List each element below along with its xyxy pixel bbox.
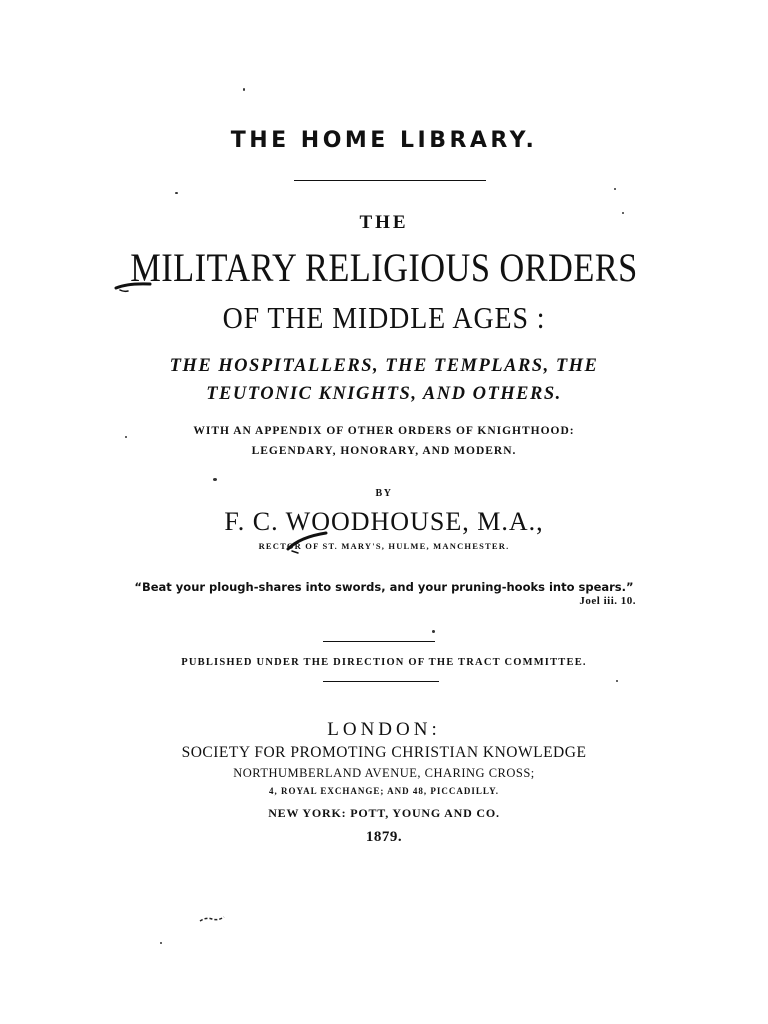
subtitle-line-1: THE HOSPITALLERS, THE TEMPLARS, THE: [169, 356, 599, 376]
imprint-address-1: NORTHUMBERLAND AVENUE, CHARING CROSS;: [233, 766, 535, 780]
ink-smudge-mark: [198, 914, 226, 924]
title-article: THE: [359, 212, 409, 233]
imprint-new-york: NEW YORK: POTT, YOUNG AND CO.: [268, 806, 500, 820]
imprint-address-2: 4, ROYAL EXCHANGE; AND 48, PICCADILLY.: [268, 786, 500, 796]
author-description: RECTOR OF ST. MARY'S, HULME, MANCHESTER.: [258, 541, 510, 551]
ink-underline-mark: [114, 280, 154, 294]
imprint-city: LONDON:: [327, 719, 441, 740]
paper-speck: [125, 436, 127, 438]
by-label: BY: [375, 488, 393, 499]
paper-speck: [622, 212, 624, 214]
epigraph-quote: “Beat your plough-shares into swords, and your pruning-hooks into spears.”: [134, 580, 634, 594]
paper-speck: [243, 88, 245, 91]
publication-note: PUBLISHED UNDER THE DIRECTION OF THE TRACT COMMITTEE.: [181, 657, 587, 668]
divider-rule-lower: [323, 681, 439, 682]
subtitle-line-2: TEUTONIC KNIGHTS, AND OTHERS.: [206, 384, 562, 404]
publication-year: 1879.: [365, 829, 403, 845]
divider-rule-middle: [323, 641, 435, 642]
paper-speck: [213, 478, 217, 481]
main-title-line-2: OF THE MIDDLE AGES :: [222, 300, 546, 335]
epigraph-source: Joel iii. 10.: [579, 595, 636, 607]
paper-speck: [175, 192, 178, 194]
author-name: F. C. WOODHOUSE, M.A.,: [224, 507, 544, 536]
main-title-line-1: MILITARY RELIGIOUS ORDERS: [130, 245, 638, 290]
imprint-publisher: SOCIETY FOR PROMOTING CHRISTIAN KNOWLEDGE: [181, 744, 587, 761]
appendix-line-1: WITH AN APPENDIX OF OTHER ORDERS OF KNIGHTHOOD:: [193, 425, 575, 437]
divider-rule-top: [294, 180, 486, 181]
appendix-line-2: LEGENDARY, HONORARY, AND MODERN.: [251, 445, 517, 457]
paper-speck: [160, 942, 162, 944]
paper-speck: [616, 680, 618, 682]
series-title: THE HOME LIBRARY.: [230, 128, 538, 153]
paper-speck: [432, 630, 435, 633]
paper-speck: [614, 188, 616, 190]
